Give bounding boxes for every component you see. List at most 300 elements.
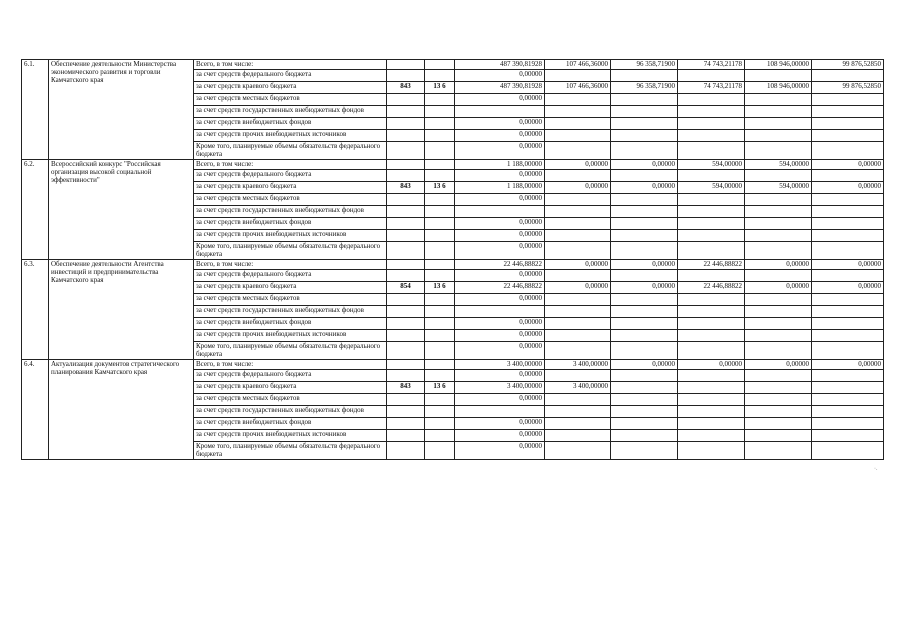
amount-cell bbox=[611, 118, 678, 130]
amount-cell bbox=[812, 270, 884, 282]
amount-cell bbox=[812, 142, 884, 160]
amount-cell bbox=[545, 294, 611, 306]
program-code-cell bbox=[425, 160, 455, 170]
amount-cell bbox=[545, 330, 611, 342]
amount-cell bbox=[545, 342, 611, 360]
amount-cell: 22 446,88822 bbox=[455, 282, 545, 294]
program-code-cell bbox=[425, 318, 455, 330]
amount-cell: 0,00000 bbox=[611, 282, 678, 294]
amount-cell bbox=[678, 170, 745, 182]
grbs-code-cell bbox=[387, 360, 425, 370]
program-code-cell: 13 6 bbox=[425, 182, 455, 194]
section-number: 6.2. bbox=[22, 160, 49, 260]
program-code-cell: 13 6 bbox=[425, 282, 455, 294]
amount-cell bbox=[678, 430, 745, 442]
amount-cell bbox=[812, 294, 884, 306]
amount-cell: 3 400,00000 bbox=[545, 360, 611, 370]
amount-cell bbox=[812, 206, 884, 218]
program-code-cell bbox=[425, 170, 455, 182]
table-row bbox=[22, 360, 884, 370]
amount-cell: 74 743,21178 bbox=[678, 60, 745, 70]
amount-cell bbox=[812, 242, 884, 260]
amount-cell bbox=[812, 106, 884, 118]
amount-cell bbox=[611, 306, 678, 318]
program-code-cell bbox=[425, 430, 455, 442]
program-code-cell bbox=[425, 342, 455, 360]
funding-source-label: Кроме того, планируемые объемы обязательств федерального бюджета bbox=[194, 342, 387, 360]
funding-source-label: за счет средств прочих внебюджетных источников bbox=[194, 230, 387, 242]
grbs-code-cell bbox=[387, 294, 425, 306]
amount-cell: 0,00000 bbox=[455, 342, 545, 360]
amount-cell: 0,00000 bbox=[455, 418, 545, 430]
amount-cell bbox=[545, 70, 611, 82]
amount-cell bbox=[545, 142, 611, 160]
budget-table bbox=[21, 59, 884, 460]
amount-cell bbox=[545, 170, 611, 182]
funding-source-label: Всего, в том числе: bbox=[194, 160, 387, 170]
amount-cell bbox=[678, 418, 745, 430]
funding-source-label: за счет средств федерального бюджета bbox=[194, 170, 387, 182]
program-code-cell bbox=[425, 442, 455, 460]
funding-source-label: за счет средств местных бюджетов bbox=[194, 294, 387, 306]
grbs-code-cell bbox=[387, 406, 425, 418]
amount-cell bbox=[745, 370, 812, 382]
amount-cell bbox=[745, 218, 812, 230]
funding-source-label: за счет средств прочих внебюджетных источников bbox=[194, 430, 387, 442]
amount-cell: 107 466,36000 bbox=[545, 82, 611, 94]
amount-cell bbox=[745, 142, 812, 160]
amount-cell: 0,00000 bbox=[812, 360, 884, 370]
grbs-code-cell bbox=[387, 330, 425, 342]
amount-cell bbox=[545, 106, 611, 118]
amount-cell: 594,00000 bbox=[745, 182, 812, 194]
amount-cell: 0,00000 bbox=[812, 182, 884, 194]
amount-cell: 99 876,52850 bbox=[812, 60, 884, 70]
amount-cell bbox=[545, 194, 611, 206]
amount-cell: 0,00000 bbox=[455, 118, 545, 130]
program-code-cell bbox=[425, 394, 455, 406]
amount-cell: 99 876,52850 bbox=[812, 82, 884, 94]
amount-cell bbox=[678, 142, 745, 160]
amount-cell: 594,00000 bbox=[678, 160, 745, 170]
funding-source-label: за счет средств краевого бюджета bbox=[194, 182, 387, 194]
amount-cell bbox=[745, 430, 812, 442]
program-code-cell bbox=[425, 206, 455, 218]
amount-cell bbox=[611, 218, 678, 230]
amount-cell bbox=[678, 130, 745, 142]
grbs-code-cell bbox=[387, 118, 425, 130]
funding-source-label: Всего, в том числе: bbox=[194, 360, 387, 370]
funding-source-label: за счет средств внебюджетных фондов bbox=[194, 318, 387, 330]
amount-cell bbox=[545, 242, 611, 260]
amount-cell bbox=[611, 394, 678, 406]
funding-source-label: за счет средств краевого бюджета bbox=[194, 82, 387, 94]
amount-cell bbox=[545, 230, 611, 242]
amount-cell bbox=[545, 418, 611, 430]
amount-cell bbox=[745, 118, 812, 130]
grbs-code-cell bbox=[387, 160, 425, 170]
amount-cell bbox=[545, 442, 611, 460]
amount-cell bbox=[812, 194, 884, 206]
amount-cell: 0,00000 bbox=[611, 160, 678, 170]
amount-cell: 0,00000 bbox=[611, 360, 678, 370]
program-code-cell bbox=[425, 242, 455, 260]
funding-source-label: за счет средств прочих внебюджетных источников bbox=[194, 330, 387, 342]
amount-cell bbox=[812, 306, 884, 318]
grbs-code-cell bbox=[387, 230, 425, 242]
amount-cell bbox=[812, 406, 884, 418]
amount-cell bbox=[812, 130, 884, 142]
amount-cell: 0,00000 bbox=[545, 160, 611, 170]
grbs-code-cell: 843 bbox=[387, 182, 425, 194]
amount-cell bbox=[812, 394, 884, 406]
amount-cell bbox=[545, 118, 611, 130]
amount-cell: 22 446,88822 bbox=[455, 260, 545, 270]
program-code-cell bbox=[425, 370, 455, 382]
amount-cell bbox=[545, 218, 611, 230]
amount-cell: 0,00000 bbox=[545, 282, 611, 294]
amount-cell bbox=[745, 294, 812, 306]
grbs-code-cell: 843 bbox=[387, 382, 425, 394]
amount-cell: 0,00000 bbox=[455, 330, 545, 342]
amount-cell: 0,00000 bbox=[455, 370, 545, 382]
amount-cell bbox=[678, 94, 745, 106]
amount-cell bbox=[611, 130, 678, 142]
amount-cell bbox=[611, 430, 678, 442]
amount-cell bbox=[611, 194, 678, 206]
amount-cell bbox=[611, 382, 678, 394]
grbs-code-cell bbox=[387, 342, 425, 360]
amount-cell bbox=[545, 370, 611, 382]
program-code-cell bbox=[425, 106, 455, 118]
amount-cell bbox=[545, 94, 611, 106]
amount-cell bbox=[745, 230, 812, 242]
amount-cell: 0,00000 bbox=[455, 142, 545, 160]
funding-source-label: Кроме того, планируемые объемы обязательств федерального бюджета bbox=[194, 242, 387, 260]
amount-cell bbox=[745, 406, 812, 418]
section-title: Всероссийский конкурс "Российская организация высокой социальной эффективности" bbox=[49, 160, 194, 260]
amount-cell bbox=[745, 442, 812, 460]
funding-source-label: за счет средств федерального бюджета bbox=[194, 70, 387, 82]
grbs-code-cell bbox=[387, 170, 425, 182]
amount-cell bbox=[745, 130, 812, 142]
grbs-code-cell bbox=[387, 194, 425, 206]
program-code-cell bbox=[425, 94, 455, 106]
funding-source-label: за счет средств федерального бюджета bbox=[194, 270, 387, 282]
amount-cell bbox=[745, 194, 812, 206]
amount-cell bbox=[812, 318, 884, 330]
amount-cell bbox=[611, 206, 678, 218]
amount-cell bbox=[812, 418, 884, 430]
amount-cell: 0,00000 bbox=[812, 160, 884, 170]
amount-cell bbox=[745, 270, 812, 282]
amount-cell: 3 400,00000 bbox=[455, 360, 545, 370]
amount-cell bbox=[678, 218, 745, 230]
grbs-code-cell bbox=[387, 270, 425, 282]
amount-cell: 0,00000 bbox=[455, 430, 545, 442]
amount-cell bbox=[812, 170, 884, 182]
amount-cell bbox=[745, 242, 812, 260]
amount-cell: 0,00000 bbox=[545, 182, 611, 194]
program-code-cell: 13 6 bbox=[425, 82, 455, 94]
amount-cell bbox=[545, 318, 611, 330]
section-title: Обеспечение деятельности Агентства инвестиций и предпринимательства Камчатского края bbox=[49, 260, 194, 360]
amount-cell: 108 946,00000 bbox=[745, 60, 812, 70]
amount-cell bbox=[611, 106, 678, 118]
amount-cell bbox=[611, 142, 678, 160]
program-code-cell bbox=[425, 70, 455, 82]
amount-cell bbox=[745, 70, 812, 82]
amount-cell bbox=[678, 318, 745, 330]
amount-cell bbox=[812, 430, 884, 442]
amount-cell bbox=[678, 270, 745, 282]
amount-cell bbox=[545, 130, 611, 142]
amount-cell: 0,00000 bbox=[611, 260, 678, 270]
amount-cell: 0,00000 bbox=[812, 260, 884, 270]
amount-cell: 3 400,00000 bbox=[455, 382, 545, 394]
grbs-code-cell bbox=[387, 260, 425, 270]
funding-source-label: за счет средств государственных внебюджетных фондов bbox=[194, 106, 387, 118]
amount-cell bbox=[678, 242, 745, 260]
amount-cell bbox=[812, 370, 884, 382]
table-row bbox=[22, 260, 884, 270]
amount-cell: 1 188,00000 bbox=[455, 182, 545, 194]
amount-cell: 0,00000 bbox=[455, 318, 545, 330]
amount-cell bbox=[678, 118, 745, 130]
amount-cell bbox=[678, 306, 745, 318]
funding-source-label: за счет средств местных бюджетов bbox=[194, 394, 387, 406]
program-code-cell bbox=[425, 330, 455, 342]
grbs-code-cell bbox=[387, 142, 425, 160]
amount-cell bbox=[678, 370, 745, 382]
scan-artifact: ·. bbox=[874, 466, 878, 472]
budget-table-body bbox=[22, 60, 884, 460]
amount-cell: 0,00000 bbox=[745, 360, 812, 370]
amount-cell: 0,00000 bbox=[455, 294, 545, 306]
amount-cell bbox=[611, 442, 678, 460]
amount-cell: 96 358,71900 bbox=[611, 82, 678, 94]
amount-cell: 0,00000 bbox=[745, 260, 812, 270]
amount-cell: 0,00000 bbox=[678, 360, 745, 370]
grbs-code-cell bbox=[387, 306, 425, 318]
program-code-cell bbox=[425, 360, 455, 370]
amount-cell bbox=[678, 406, 745, 418]
amount-cell bbox=[678, 106, 745, 118]
amount-cell bbox=[611, 318, 678, 330]
program-code-cell bbox=[425, 306, 455, 318]
funding-source-label: за счет средств краевого бюджета bbox=[194, 382, 387, 394]
amount-cell bbox=[812, 70, 884, 82]
program-code-cell bbox=[425, 294, 455, 306]
grbs-code-cell bbox=[387, 442, 425, 460]
amount-cell bbox=[678, 382, 745, 394]
amount-cell bbox=[678, 230, 745, 242]
amount-cell bbox=[611, 342, 678, 360]
amount-cell: 0,00000 bbox=[455, 130, 545, 142]
amount-cell bbox=[678, 206, 745, 218]
funding-source-label: за счет средств краевого бюджета bbox=[194, 282, 387, 294]
amount-cell bbox=[611, 294, 678, 306]
funding-source-label: за счет средств внебюджетных фондов bbox=[194, 418, 387, 430]
amount-cell bbox=[812, 382, 884, 394]
amount-cell: 107 466,36000 bbox=[545, 60, 611, 70]
amount-cell bbox=[611, 242, 678, 260]
amount-cell: 0,00000 bbox=[545, 260, 611, 270]
grbs-code-cell bbox=[387, 70, 425, 82]
amount-cell: 0,00000 bbox=[812, 282, 884, 294]
amount-cell: 0,00000 bbox=[455, 394, 545, 406]
amount-cell bbox=[745, 318, 812, 330]
funding-source-label: за счет средств внебюджетных фондов bbox=[194, 118, 387, 130]
amount-cell bbox=[678, 294, 745, 306]
amount-cell: 594,00000 bbox=[678, 182, 745, 194]
amount-cell bbox=[455, 206, 545, 218]
amount-cell bbox=[745, 206, 812, 218]
amount-cell bbox=[812, 218, 884, 230]
section-number: 6.3. bbox=[22, 260, 49, 360]
amount-cell: 0,00000 bbox=[745, 282, 812, 294]
amount-cell bbox=[678, 330, 745, 342]
amount-cell bbox=[812, 442, 884, 460]
amount-cell: 0,00000 bbox=[455, 194, 545, 206]
amount-cell bbox=[611, 406, 678, 418]
amount-cell bbox=[455, 106, 545, 118]
amount-cell bbox=[745, 306, 812, 318]
program-code-cell: 13 6 bbox=[425, 382, 455, 394]
funding-source-label: за счет средств федерального бюджета bbox=[194, 370, 387, 382]
amount-cell bbox=[812, 94, 884, 106]
section-number: 6.1. bbox=[22, 60, 49, 160]
funding-source-label: за счет средств местных бюджетов bbox=[194, 194, 387, 206]
amount-cell bbox=[812, 118, 884, 130]
amount-cell bbox=[745, 106, 812, 118]
grbs-code-cell bbox=[387, 430, 425, 442]
section-title: Обеспечение деятельности Министерства экономического развития и торговли Камчатского края bbox=[49, 60, 194, 160]
funding-source-label: за счет средств государственных внебюджетных фондов bbox=[194, 306, 387, 318]
amount-cell: 22 446,88822 bbox=[678, 260, 745, 270]
amount-cell: 0,00000 bbox=[455, 170, 545, 182]
program-code-cell bbox=[425, 406, 455, 418]
amount-cell: 96 358,71900 bbox=[611, 60, 678, 70]
grbs-code-cell bbox=[387, 130, 425, 142]
amount-cell: 0,00000 bbox=[455, 94, 545, 106]
amount-cell bbox=[678, 394, 745, 406]
amount-cell bbox=[545, 306, 611, 318]
amount-cell: 487 390,81928 bbox=[455, 60, 545, 70]
amount-cell bbox=[611, 330, 678, 342]
grbs-code-cell: 843 bbox=[387, 82, 425, 94]
program-code-cell bbox=[425, 218, 455, 230]
funding-source-label: за счет средств государственных внебюджетных фондов bbox=[194, 406, 387, 418]
amount-cell bbox=[812, 330, 884, 342]
funding-source-label: за счет средств прочих внебюджетных источников bbox=[194, 130, 387, 142]
amount-cell bbox=[745, 330, 812, 342]
amount-cell bbox=[611, 170, 678, 182]
amount-cell: 0,00000 bbox=[455, 442, 545, 460]
amount-cell bbox=[678, 342, 745, 360]
amount-cell: 0,00000 bbox=[455, 270, 545, 282]
grbs-code-cell: 854 bbox=[387, 282, 425, 294]
program-code-cell bbox=[425, 230, 455, 242]
amount-cell bbox=[611, 370, 678, 382]
grbs-code-cell bbox=[387, 218, 425, 230]
amount-cell: 0,00000 bbox=[455, 242, 545, 260]
amount-cell bbox=[611, 70, 678, 82]
amount-cell bbox=[745, 170, 812, 182]
funding-source-label: Кроме того, планируемые объемы обязательств федерального бюджета bbox=[194, 442, 387, 460]
grbs-code-cell bbox=[387, 106, 425, 118]
amount-cell bbox=[455, 306, 545, 318]
amount-cell: 594,00000 bbox=[745, 160, 812, 170]
grbs-code-cell bbox=[387, 394, 425, 406]
grbs-code-cell bbox=[387, 94, 425, 106]
amount-cell bbox=[678, 70, 745, 82]
amount-cell bbox=[678, 442, 745, 460]
amount-cell: 0,00000 bbox=[455, 218, 545, 230]
amount-cell bbox=[745, 342, 812, 360]
amount-cell: 0,00000 bbox=[455, 70, 545, 82]
grbs-code-cell bbox=[387, 370, 425, 382]
funding-source-label: за счет средств внебюджетных фондов bbox=[194, 218, 387, 230]
amount-cell: 1 188,00000 bbox=[455, 160, 545, 170]
table-row bbox=[22, 160, 884, 170]
grbs-code-cell bbox=[387, 60, 425, 70]
section-title: Актуализация документов стратегического планирования Камчатского края bbox=[49, 360, 194, 460]
grbs-code-cell bbox=[387, 418, 425, 430]
amount-cell: 487 390,81928 bbox=[455, 82, 545, 94]
amount-cell bbox=[745, 382, 812, 394]
amount-cell bbox=[545, 270, 611, 282]
amount-cell bbox=[611, 418, 678, 430]
program-code-cell bbox=[425, 418, 455, 430]
amount-cell bbox=[545, 406, 611, 418]
amount-cell bbox=[745, 418, 812, 430]
amount-cell bbox=[812, 230, 884, 242]
amount-cell: 0,00000 bbox=[611, 182, 678, 194]
amount-cell bbox=[545, 206, 611, 218]
program-code-cell bbox=[425, 130, 455, 142]
grbs-code-cell bbox=[387, 318, 425, 330]
amount-cell: 0,00000 bbox=[455, 230, 545, 242]
program-code-cell bbox=[425, 60, 455, 70]
amount-cell bbox=[455, 406, 545, 418]
amount-cell bbox=[545, 394, 611, 406]
program-code-cell bbox=[425, 118, 455, 130]
program-code-cell bbox=[425, 270, 455, 282]
amount-cell bbox=[611, 94, 678, 106]
amount-cell: 3 400,00000 bbox=[545, 382, 611, 394]
funding-source-label: Всего, в том числе: bbox=[194, 60, 387, 70]
amount-cell bbox=[812, 342, 884, 360]
section-number: 6.4. bbox=[22, 360, 49, 460]
grbs-code-cell bbox=[387, 206, 425, 218]
grbs-code-cell bbox=[387, 242, 425, 260]
table-row bbox=[22, 60, 884, 70]
program-code-cell bbox=[425, 260, 455, 270]
program-code-cell bbox=[425, 142, 455, 160]
program-code-cell bbox=[425, 194, 455, 206]
amount-cell bbox=[611, 230, 678, 242]
amount-cell: 108 946,00000 bbox=[745, 82, 812, 94]
amount-cell bbox=[545, 430, 611, 442]
funding-source-label: Всего, в том числе: bbox=[194, 260, 387, 270]
amount-cell bbox=[678, 194, 745, 206]
amount-cell bbox=[745, 94, 812, 106]
funding-source-label: Кроме того, планируемые объемы обязательств федерального бюджета bbox=[194, 142, 387, 160]
amount-cell: 74 743,21178 bbox=[678, 82, 745, 94]
funding-source-label: за счет средств государственных внебюджетных фондов bbox=[194, 206, 387, 218]
amount-cell bbox=[611, 270, 678, 282]
